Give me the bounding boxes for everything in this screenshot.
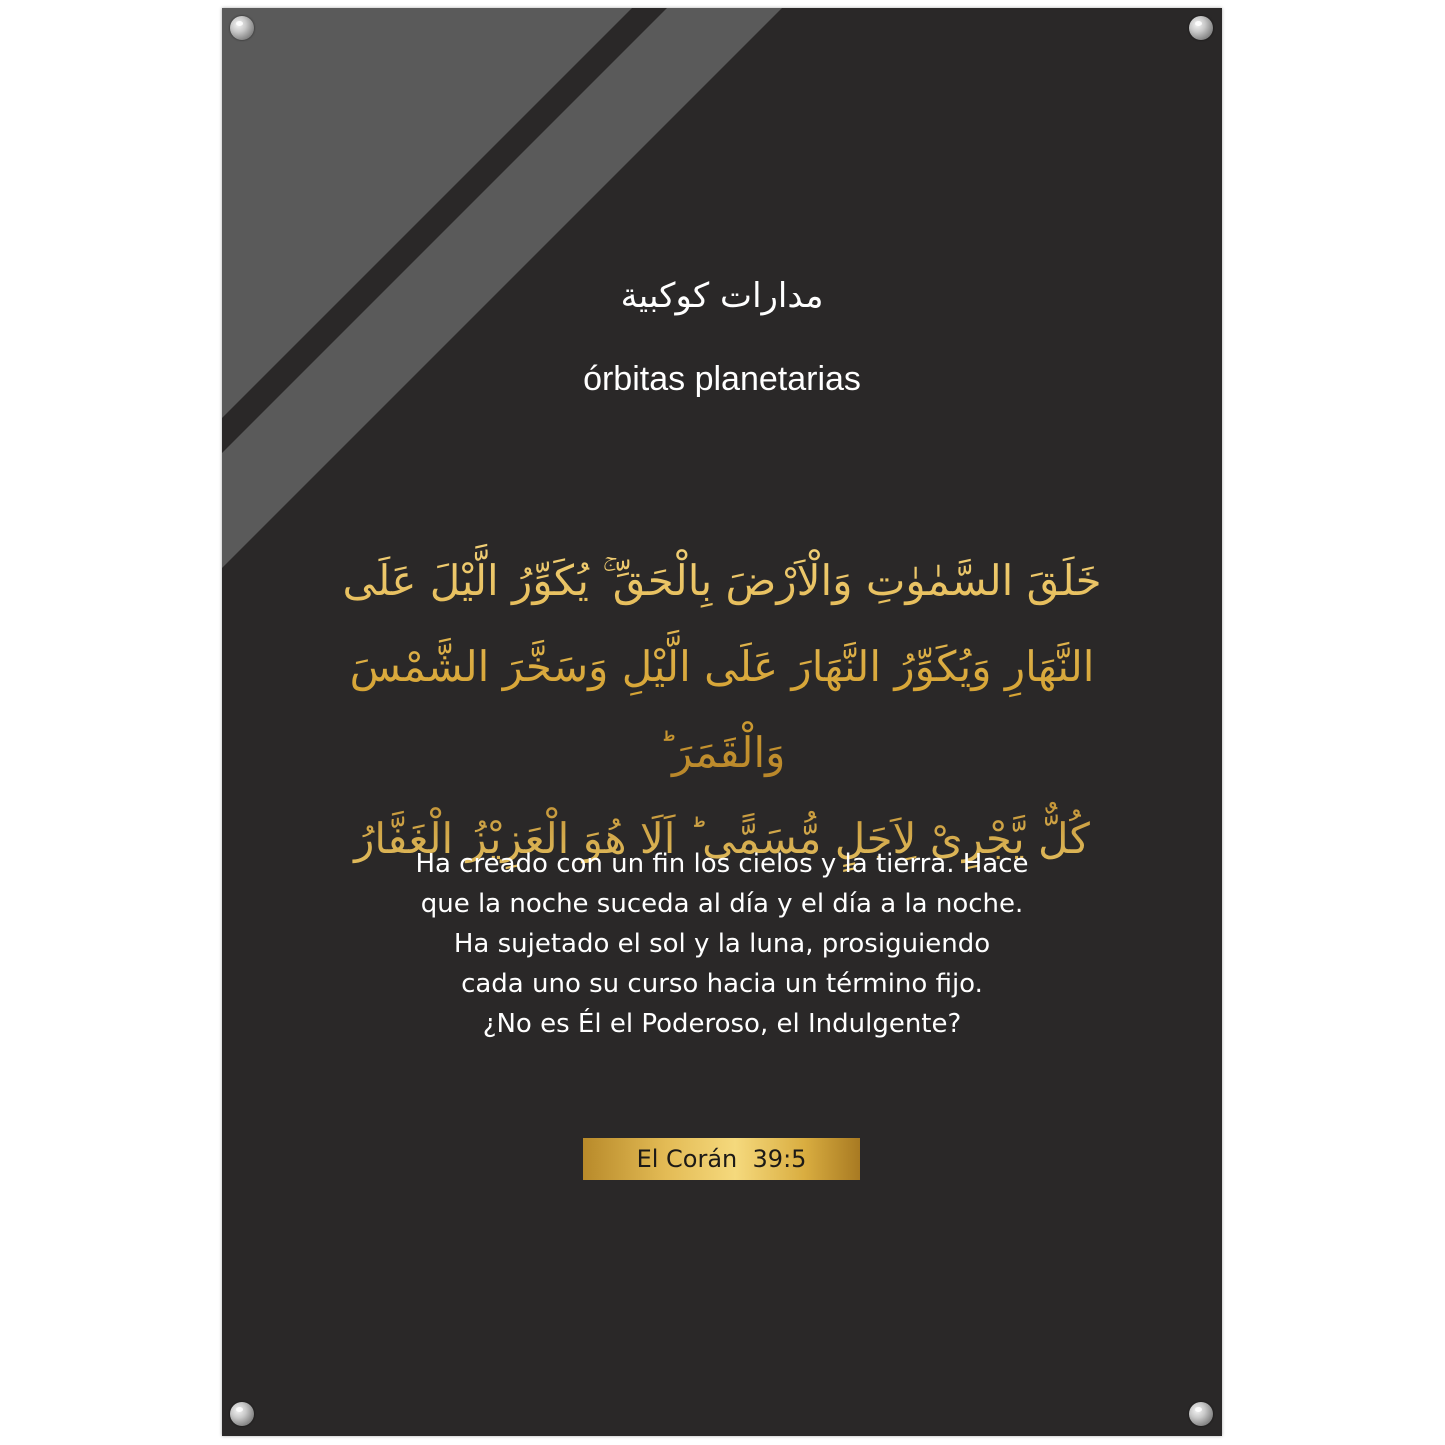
translation-line: Ha sujetado el sol y la luna, prosiguiendo bbox=[453, 929, 991, 959]
quran-reference-badge: El Corán 39:5 bbox=[583, 1138, 860, 1180]
spanish-translation bbox=[322, 844, 1122, 1044]
translation-line: Ha creado con un fin los cielos y la tierra. Hace bbox=[415, 849, 1029, 879]
arabic-title: مدارات كوكبية bbox=[620, 276, 824, 316]
screw-bottom-right-icon bbox=[1189, 1402, 1213, 1426]
arabic-verse-line: النَّهَارِ وَيُكَوِّرُ النَّهَارَ عَلَى الَّيْلِ وَسَخَّرَ الشَّمْسَ وَالْقَمَرَ ؕ bbox=[349, 642, 1095, 777]
acrylic-poster bbox=[222, 8, 1222, 1436]
arabic-verse-line: خَلَقَ السَّمٰوٰتِ وَالْاَرْضَ بِالْحَقِّ ۚ يُكَوِّرُ الَّيْلَ عَلَى bbox=[342, 556, 1102, 605]
screw-top-right-icon bbox=[1189, 16, 1213, 40]
screw-bottom-left-icon bbox=[230, 1402, 254, 1426]
spanish-title: órbitas planetarias bbox=[583, 360, 861, 398]
translation-line: ¿No es Él el Poderoso, el Indulgente? bbox=[482, 1009, 962, 1039]
screw-top-left-icon bbox=[230, 16, 254, 40]
arabic-verse-line: كُلٌّ يَّجْرِىْ لِاَجَلٍ مُّسَمًّى ؕ اَلَا هُوَ الْعَزِيْزُ الْغَفَّارُ bbox=[354, 814, 1090, 863]
translation-line: cada uno su curso hacia un término fijo. bbox=[461, 969, 983, 999]
arabic-verse bbox=[302, 538, 1142, 882]
translation-line: que la noche suceda al día y el día a la noche. bbox=[420, 889, 1024, 919]
